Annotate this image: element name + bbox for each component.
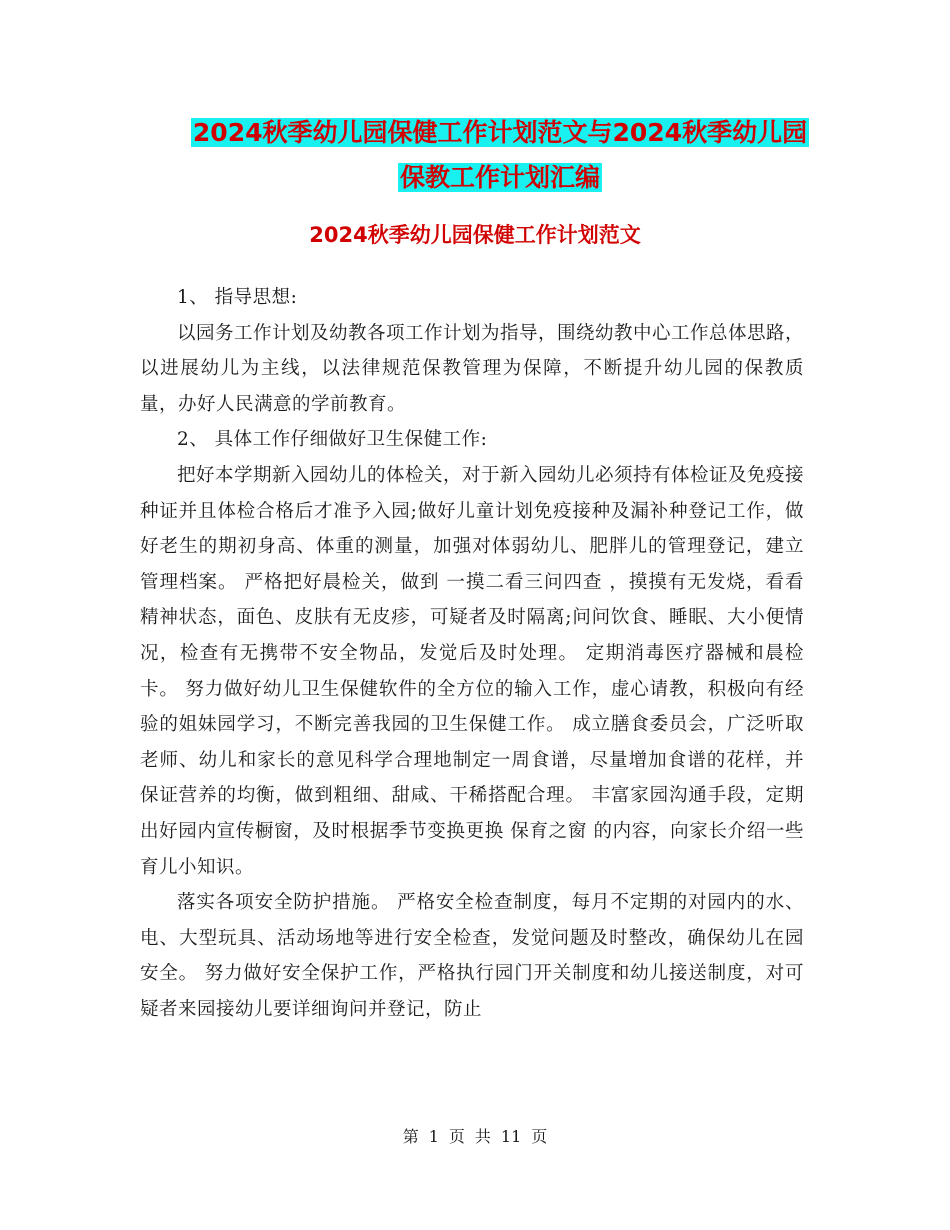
footer-page-unit: 页 <box>448 1127 465 1146</box>
section-title: 2024秋季幼儿园保健工作计划范文 <box>309 223 641 247</box>
document-title-line1: 2024秋季幼儿园保健工作计划范文与2024秋季幼儿园 <box>192 118 808 147</box>
document-title <box>140 110 860 200</box>
document-body <box>140 280 804 1027</box>
footer-total-pages: 11 <box>500 1127 522 1146</box>
paragraph-guiding-heading: 1、 指导思想: <box>177 287 298 308</box>
paragraph-work-heading: 2、 具体工作仔细做好卫生保健工作: <box>177 429 488 451</box>
paragraph-guiding-text: 以园务工作计划及幼教各项工作计划为指导，围绕幼教中心工作总体思路，以进展幼儿为主线，以法律规范保教管理为保障，不断提升幼儿园的保教质量，办好人民满意的学前教育。 <box>140 322 805 415</box>
footer-total-label: 共 <box>474 1127 491 1146</box>
footer-page-label: 第 <box>402 1127 419 1146</box>
document-title-line2: 保教工作计划汇编 <box>399 163 600 192</box>
paragraph-health-work: 把好本学期新入园幼儿的体检关，对于新入园幼儿必须持有体检证及免疫接种证并且体检合格后才准予入园;做好儿童计划免疫接种及漏补种登记工作，做好老生的期初身高、体重的测量，加强对体弱幼儿、肥胖儿的管理登记，建立管理档案。 严格把好晨检关，做到 一摸二看三问四查 ，摸摸有无发烧，看看精神状态，面色、皮肤有无皮疹，可疑者及时隔离;问问饮食、睡眠、大小便情况，检查有无携带不安全物品，发觉后及时处理。 定期消毒医疗器械和晨检卡。 努力做好幼儿卫生保健软件的全方位的输入工作，虚心请教，积极向有经验的姐妹园学习，不断完善我园的卫生保健工作。 成立膳食委员会，广泛听取老师、幼儿和家长的意见科学合理地制定一周食谱，尽量增加食谱的花样，并保证营养的均衡，做到粗细、甜咸、干稀搭配合理。 丰富家园沟通手段，定期出好园内宣传橱窗，及时根据季节变换更换 保育之窗 的内容，向家长介绍一些育儿小知识。 <box>140 464 805 878</box>
footer-total-unit: 页 <box>531 1127 548 1146</box>
paragraph-safety: 落实各项安全防护措施。 严格安全检查制度，每月不定期的对园内的水、电、大型玩具、活动场地等进行安全检查，发觉问题及时整改，确保幼儿在园安全。 努力做好安全保护工作，严格执行园门开关制度和幼儿接送制度，对可疑者来园接幼儿要详细询问并登记，防止 <box>140 892 804 1020</box>
footer-page-number: 1 <box>428 1127 439 1146</box>
page-footer <box>0 1125 950 1149</box>
